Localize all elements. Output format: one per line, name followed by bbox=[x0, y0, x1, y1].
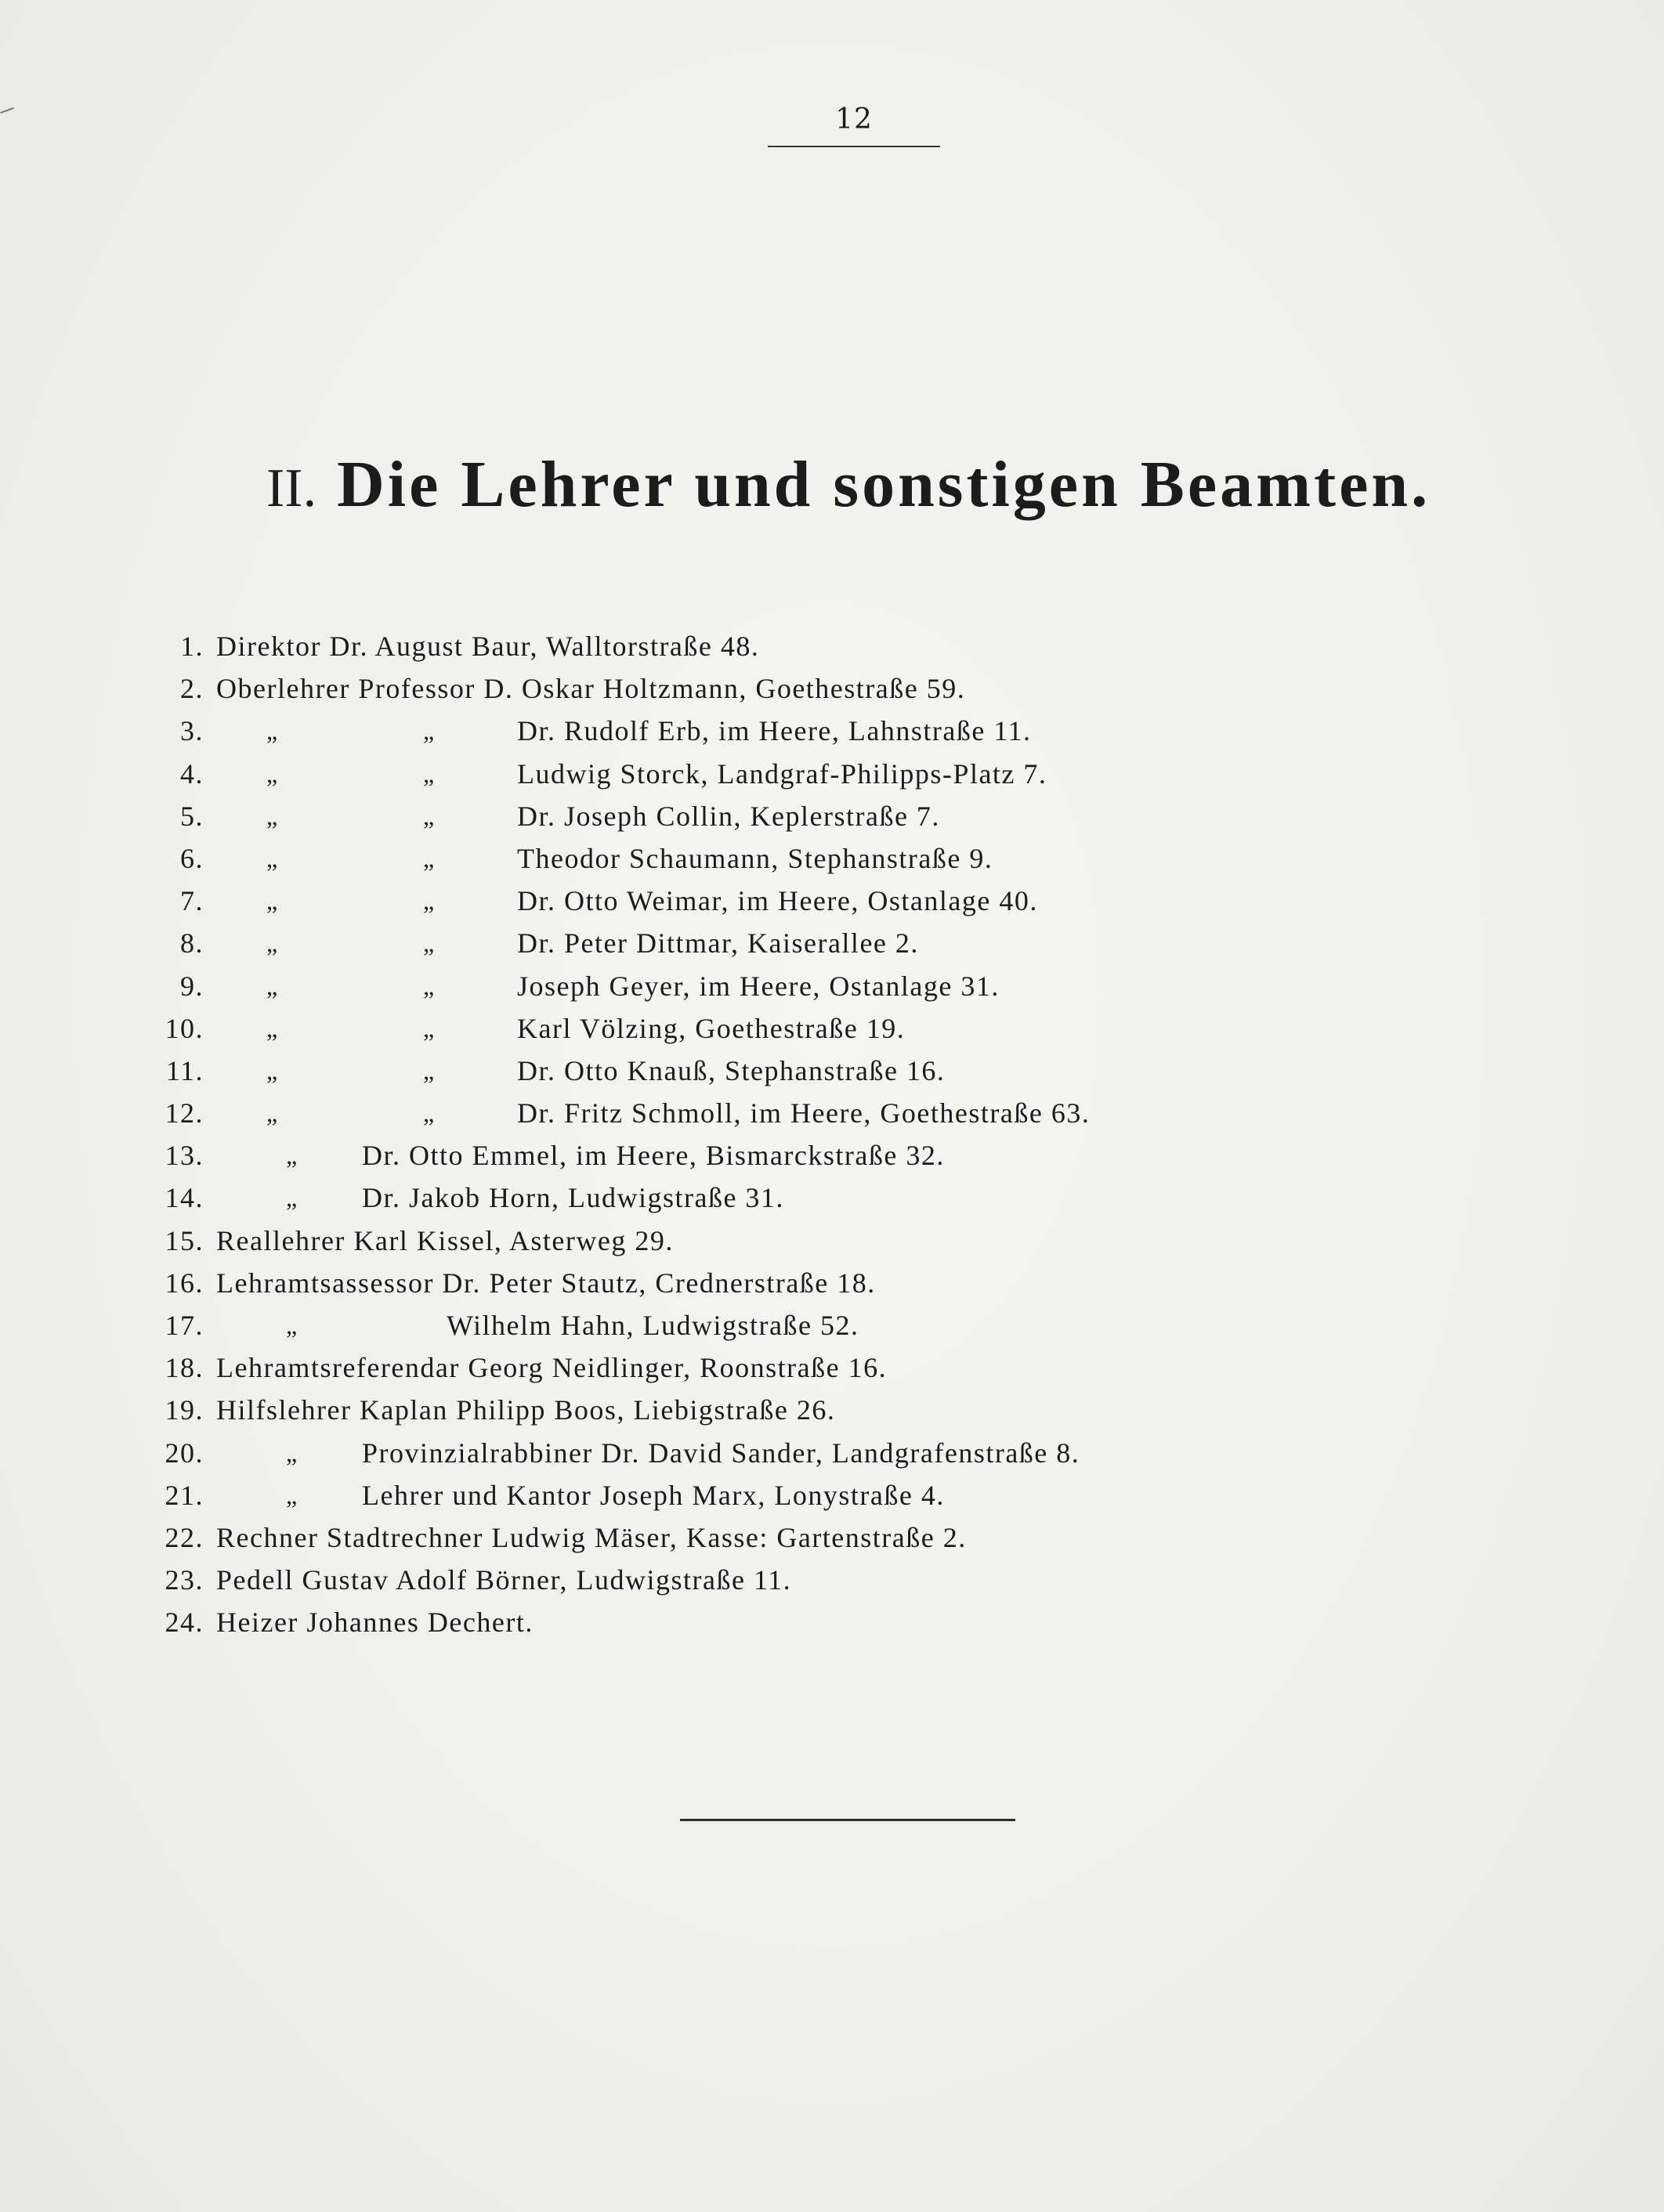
ditto-mark: „ bbox=[423, 1056, 436, 1085]
entry-text: Wilhelm Hahn, Ludwigstraße 52. bbox=[447, 1310, 859, 1341]
entry-text: Dr. Fritz Schmoll, im Heere, Goethestraße 63. bbox=[517, 1097, 1091, 1129]
entry-text: Joseph Geyer, im Heere, Ostanlage 31. bbox=[517, 970, 1000, 1002]
ditto-mark: „ bbox=[423, 1099, 436, 1128]
entry-text: Direktor Dr. August Baur, Walltorstraße 48. bbox=[216, 631, 760, 662]
entry-number: 12. bbox=[165, 1097, 204, 1129]
entry-number: 24. bbox=[165, 1607, 204, 1639]
ditto-mark: „ bbox=[423, 971, 436, 1000]
list-item bbox=[118, 710, 1371, 752]
ditto-mark: „ bbox=[423, 801, 436, 830]
list-item bbox=[118, 1176, 1371, 1219]
entry-text: Reallehrer Karl Kissel, Asterweg 29. bbox=[216, 1224, 674, 1256]
list-item bbox=[118, 837, 1371, 880]
entry-text: Dr. Otto Weimar, im Heere, Ostanlage 40. bbox=[517, 885, 1038, 917]
list-item bbox=[118, 625, 1371, 667]
entry-text: Lehrer und Kantor Joseph Marx, Lonystraße 4. bbox=[362, 1479, 945, 1511]
ditto-mark: „ bbox=[266, 759, 279, 788]
entry-text: Ludwig Storck, Landgraf-Philipps-Platz 7. bbox=[517, 757, 1047, 790]
section-heading bbox=[266, 446, 1457, 522]
ditto-mark: „ bbox=[266, 801, 279, 830]
ditto-mark: „ bbox=[423, 887, 436, 916]
entry-number: 8. bbox=[180, 927, 204, 960]
entry-text: Dr. Otto Emmel, im Heere, Bismarckstraße 32. bbox=[362, 1140, 945, 1172]
list-item bbox=[118, 1220, 1371, 1262]
list-item bbox=[118, 753, 1371, 795]
entry-text: Theodor Schaumann, Stephanstraße 9. bbox=[517, 842, 993, 874]
closing-rule bbox=[680, 1819, 1015, 1821]
ditto-mark: „ bbox=[266, 1099, 279, 1128]
list-item bbox=[118, 1601, 1371, 1643]
ditto-mark: „ bbox=[266, 887, 279, 916]
list-item bbox=[118, 1304, 1371, 1346]
ditto-mark: „ bbox=[423, 759, 436, 788]
list-item bbox=[118, 1516, 1371, 1559]
entry-number: 14. bbox=[165, 1182, 204, 1214]
page-number-rule bbox=[768, 146, 940, 147]
entry-text: Dr. Jakob Horn, Ludwigstraße 31. bbox=[362, 1182, 784, 1214]
list-item bbox=[118, 1432, 1371, 1474]
staff-list bbox=[118, 625, 1371, 1644]
entry-number: 4. bbox=[180, 757, 204, 790]
list-item bbox=[118, 667, 1371, 710]
ditto-mark: „ bbox=[286, 1480, 298, 1509]
entry-text: Dr. Otto Knauß, Stephanstraße 16. bbox=[517, 1054, 946, 1086]
entry-number: 17. bbox=[165, 1310, 204, 1341]
list-item bbox=[118, 795, 1371, 837]
list-item bbox=[118, 1559, 1371, 1601]
ditto-mark: „ bbox=[286, 1141, 298, 1170]
ditto-mark: „ bbox=[266, 971, 279, 1000]
entry-text: Dr. Joseph Collin, Keplerstraße 7. bbox=[517, 800, 940, 832]
entry-number: 10. bbox=[165, 1012, 204, 1044]
entry-text: Lehramtsreferendar Georg Neidlinger, Roonstraße 16. bbox=[216, 1352, 888, 1384]
ditto-mark: „ bbox=[286, 1438, 298, 1467]
ditto-mark: „ bbox=[266, 717, 279, 746]
entry-number: 19. bbox=[165, 1394, 204, 1426]
entry-number: 18. bbox=[165, 1352, 204, 1384]
list-item bbox=[118, 880, 1371, 922]
page-number: 12 bbox=[835, 103, 873, 136]
entry-text: Heizer Johannes Dechert. bbox=[216, 1607, 534, 1639]
section-numeral: II. bbox=[266, 458, 317, 519]
entry-number: 5. bbox=[180, 800, 204, 832]
ditto-mark: „ bbox=[266, 844, 279, 873]
entry-number: 9. bbox=[180, 970, 204, 1002]
entry-number: 6. bbox=[180, 842, 204, 874]
list-item bbox=[118, 922, 1371, 964]
entry-text: Karl Völzing, Goethestraße 19. bbox=[517, 1012, 906, 1044]
entry-number: 21. bbox=[165, 1479, 204, 1511]
list-item bbox=[118, 965, 1371, 1007]
scan-edge-mark bbox=[0, 107, 14, 114]
ditto-mark: „ bbox=[423, 844, 436, 873]
ditto-mark: „ bbox=[286, 1311, 298, 1339]
entry-text: Hilfslehrer Kaplan Philipp Boos, Liebigstraße 26. bbox=[216, 1394, 836, 1426]
ditto-mark: „ bbox=[423, 717, 436, 746]
ditto-mark: „ bbox=[266, 1056, 279, 1085]
entry-number: 7. bbox=[180, 885, 204, 917]
list-item bbox=[118, 1262, 1371, 1304]
entry-number: 2. bbox=[180, 673, 204, 705]
list-item bbox=[118, 1134, 1371, 1176]
list-item bbox=[118, 1092, 1371, 1134]
list-item bbox=[118, 1050, 1371, 1092]
list-item bbox=[118, 1474, 1371, 1516]
ditto-mark: „ bbox=[423, 1014, 436, 1043]
entry-text: Pedell Gustav Adolf Börner, Ludwigstraße 11. bbox=[216, 1564, 792, 1596]
entry-number: 22. bbox=[165, 1521, 204, 1553]
entry-text: Oberlehrer Professor D. Oskar Holtzmann, Goethestraße 59. bbox=[216, 673, 966, 705]
entry-number: 1. bbox=[180, 631, 204, 662]
ditto-mark: „ bbox=[286, 1184, 298, 1213]
entry-number: 3. bbox=[180, 715, 204, 747]
entry-number: 15. bbox=[165, 1224, 204, 1256]
list-item bbox=[118, 1007, 1371, 1050]
ditto-mark: „ bbox=[423, 929, 436, 958]
ditto-mark: „ bbox=[266, 1014, 279, 1043]
entry-text: Provinzialrabbiner Dr. David Sander, Landgrafenstraße 8. bbox=[362, 1437, 1080, 1469]
entry-number: 16. bbox=[165, 1267, 204, 1299]
list-item bbox=[118, 1389, 1371, 1431]
entry-text: Rechner Stadtrechner Ludwig Mäser, Kasse: Gartenstraße 2. bbox=[216, 1521, 967, 1553]
entry-text: Dr. Peter Dittmar, Kaiserallee 2. bbox=[517, 927, 919, 960]
entry-text: Dr. Rudolf Erb, im Heere, Lahnstraße 11. bbox=[517, 715, 1032, 747]
ditto-mark: „ bbox=[266, 929, 279, 958]
entry-number: 11. bbox=[165, 1054, 204, 1086]
list-item bbox=[118, 1346, 1371, 1389]
section-title: Die Lehrer und sonstigen Beamten. bbox=[337, 448, 1431, 521]
entry-number: 20. bbox=[165, 1437, 204, 1469]
entry-text: Lehramtsassessor Dr. Peter Stautz, Crednerstraße 18. bbox=[216, 1267, 876, 1299]
entry-number: 13. bbox=[165, 1140, 204, 1172]
entry-number: 23. bbox=[165, 1564, 204, 1596]
